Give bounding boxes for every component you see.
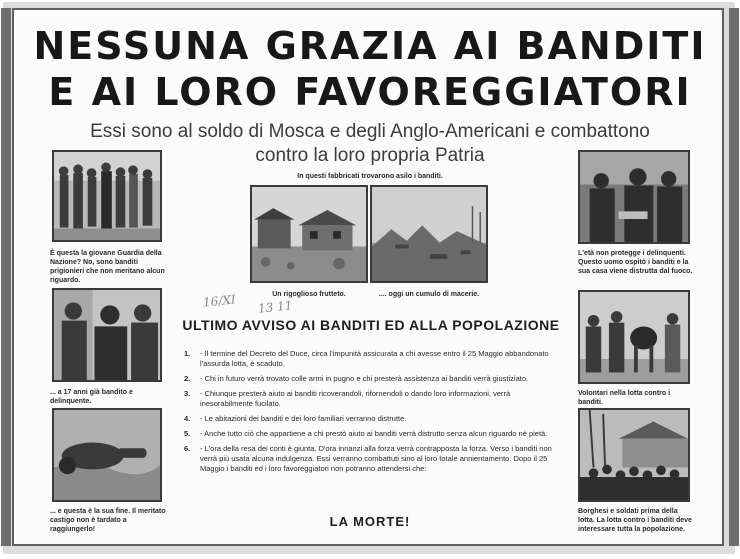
- photo-civilians-soldiers: [578, 408, 690, 502]
- notice-item-number: 6.: [184, 444, 191, 453]
- notice-item-text: - Il termine del Decreto del Duce, circa l'impunità assicurata a chi avesse entro il 25 Maggio abbandonato l'assurda lotta, è scaduto.: [200, 349, 549, 368]
- photo-dead-bandit: [52, 408, 162, 502]
- notice-item: [184, 444, 556, 474]
- caption-orchard: Un rigoglioso frutteto.: [272, 291, 346, 298]
- photo-young-bandit: [52, 288, 162, 382]
- notice-item-number: 5.: [184, 429, 191, 438]
- notice-item: [184, 389, 556, 409]
- notice-title: ULTIMO AVVISO AI BANDITI ED ALLA POPOLAZIONE: [182, 317, 560, 333]
- notice-item: [184, 414, 556, 424]
- notice-item-text: - L'ora della resa dei conti è giunta. D'ora innanzi alla forza verrà contrapposta la forza. Verso i banditi non verrà più usata alcuna indulgenza. Essi verranno combattuti sino al loro totale annientamento. Dopo il 25 Maggio i banditi ed i loro favoreggiatori non potranno attendersi che:: [200, 444, 552, 473]
- headline-line-2: E AI LORO FAVOREGGIATORI: [48, 70, 692, 114]
- photo-orchard: [250, 185, 368, 283]
- notice-item-text: - Chiunque presterà aiuto ai banditi ricoverandoli, rifornendoli o dando loro informazioni, verrà inesorabilmente fucilato.: [200, 389, 511, 408]
- notice-item-text: - Anche tutto ciò che appartiene a chi prestò aiuto ai banditi verrà distrutto senza alcun riguardo nè pietà.: [200, 429, 548, 438]
- notice-items: [184, 349, 556, 479]
- left-border-stripe: [1, 8, 11, 546]
- subtitle-line-2: contro la loro propria Patria: [255, 145, 485, 166]
- notice-item-number: 1.: [184, 349, 191, 358]
- caption-rubble: .... oggi un cumulo di macerie.: [378, 291, 480, 298]
- caption-prisoners: È questa la giovane Guardia della Nazione? No, sono banditi prigionieri che non meritano alcun riguardo.: [50, 250, 165, 284]
- headline-line-1: NESSUNA GRAZIA AI BANDITI: [33, 24, 707, 68]
- photo-volunteers: [578, 290, 690, 384]
- photo-burning-house: [578, 150, 690, 244]
- caption-burning-house: L'età non protegge i delinquenti. Questo uomo ospitò i banditi e la sua casa viene distrutta dal fuoco.: [578, 250, 693, 275]
- notice-finale: LA MORTE!: [329, 514, 411, 529]
- notice-item: [184, 349, 556, 369]
- notice-item-number: 4.: [184, 414, 191, 423]
- right-border-stripe: [729, 8, 739, 546]
- caption-volunteers: Volontari nella lotta contro i banditi.: [578, 390, 671, 406]
- photo-prisoners-group: [52, 150, 162, 242]
- subtitle-line-1: Essi sono al soldo di Mosca e degli Anglo-Americani e combattono: [90, 121, 650, 142]
- pencil-note-2: 13 11: [257, 298, 293, 316]
- caption-civilians-soldiers: Borghesi e soldati prima della lotta. La lotta contro i banditi deve interessare tutta la popolazione.: [578, 508, 692, 533]
- notice-item: [184, 429, 556, 439]
- notice-item: [184, 374, 556, 384]
- caption-dead-bandit: ... e questa è la sua fine. Il meritato castigo non è tardato a raggiungerlo!: [50, 508, 166, 533]
- pencil-note-1: 16/XI: [202, 292, 237, 310]
- notice-item-number: 3.: [184, 389, 191, 398]
- caption-buildings: In questi fabbricati trovarono asilo i banditi.: [297, 173, 443, 180]
- notice-item-text: - Chi in futuro verrà trovato colle armi in pugno e chi presterà assistenza ai banditi verrà giustiziato.: [200, 374, 529, 383]
- caption-young-bandit: ... a 17 anni già bandito e delinquente.: [50, 389, 133, 405]
- notice-item-number: 2.: [184, 374, 191, 383]
- photo-rubble: [370, 185, 488, 283]
- notice-item-text: - Le abitazioni dei banditi e dei loro familiari verranno distrutte.: [200, 414, 407, 423]
